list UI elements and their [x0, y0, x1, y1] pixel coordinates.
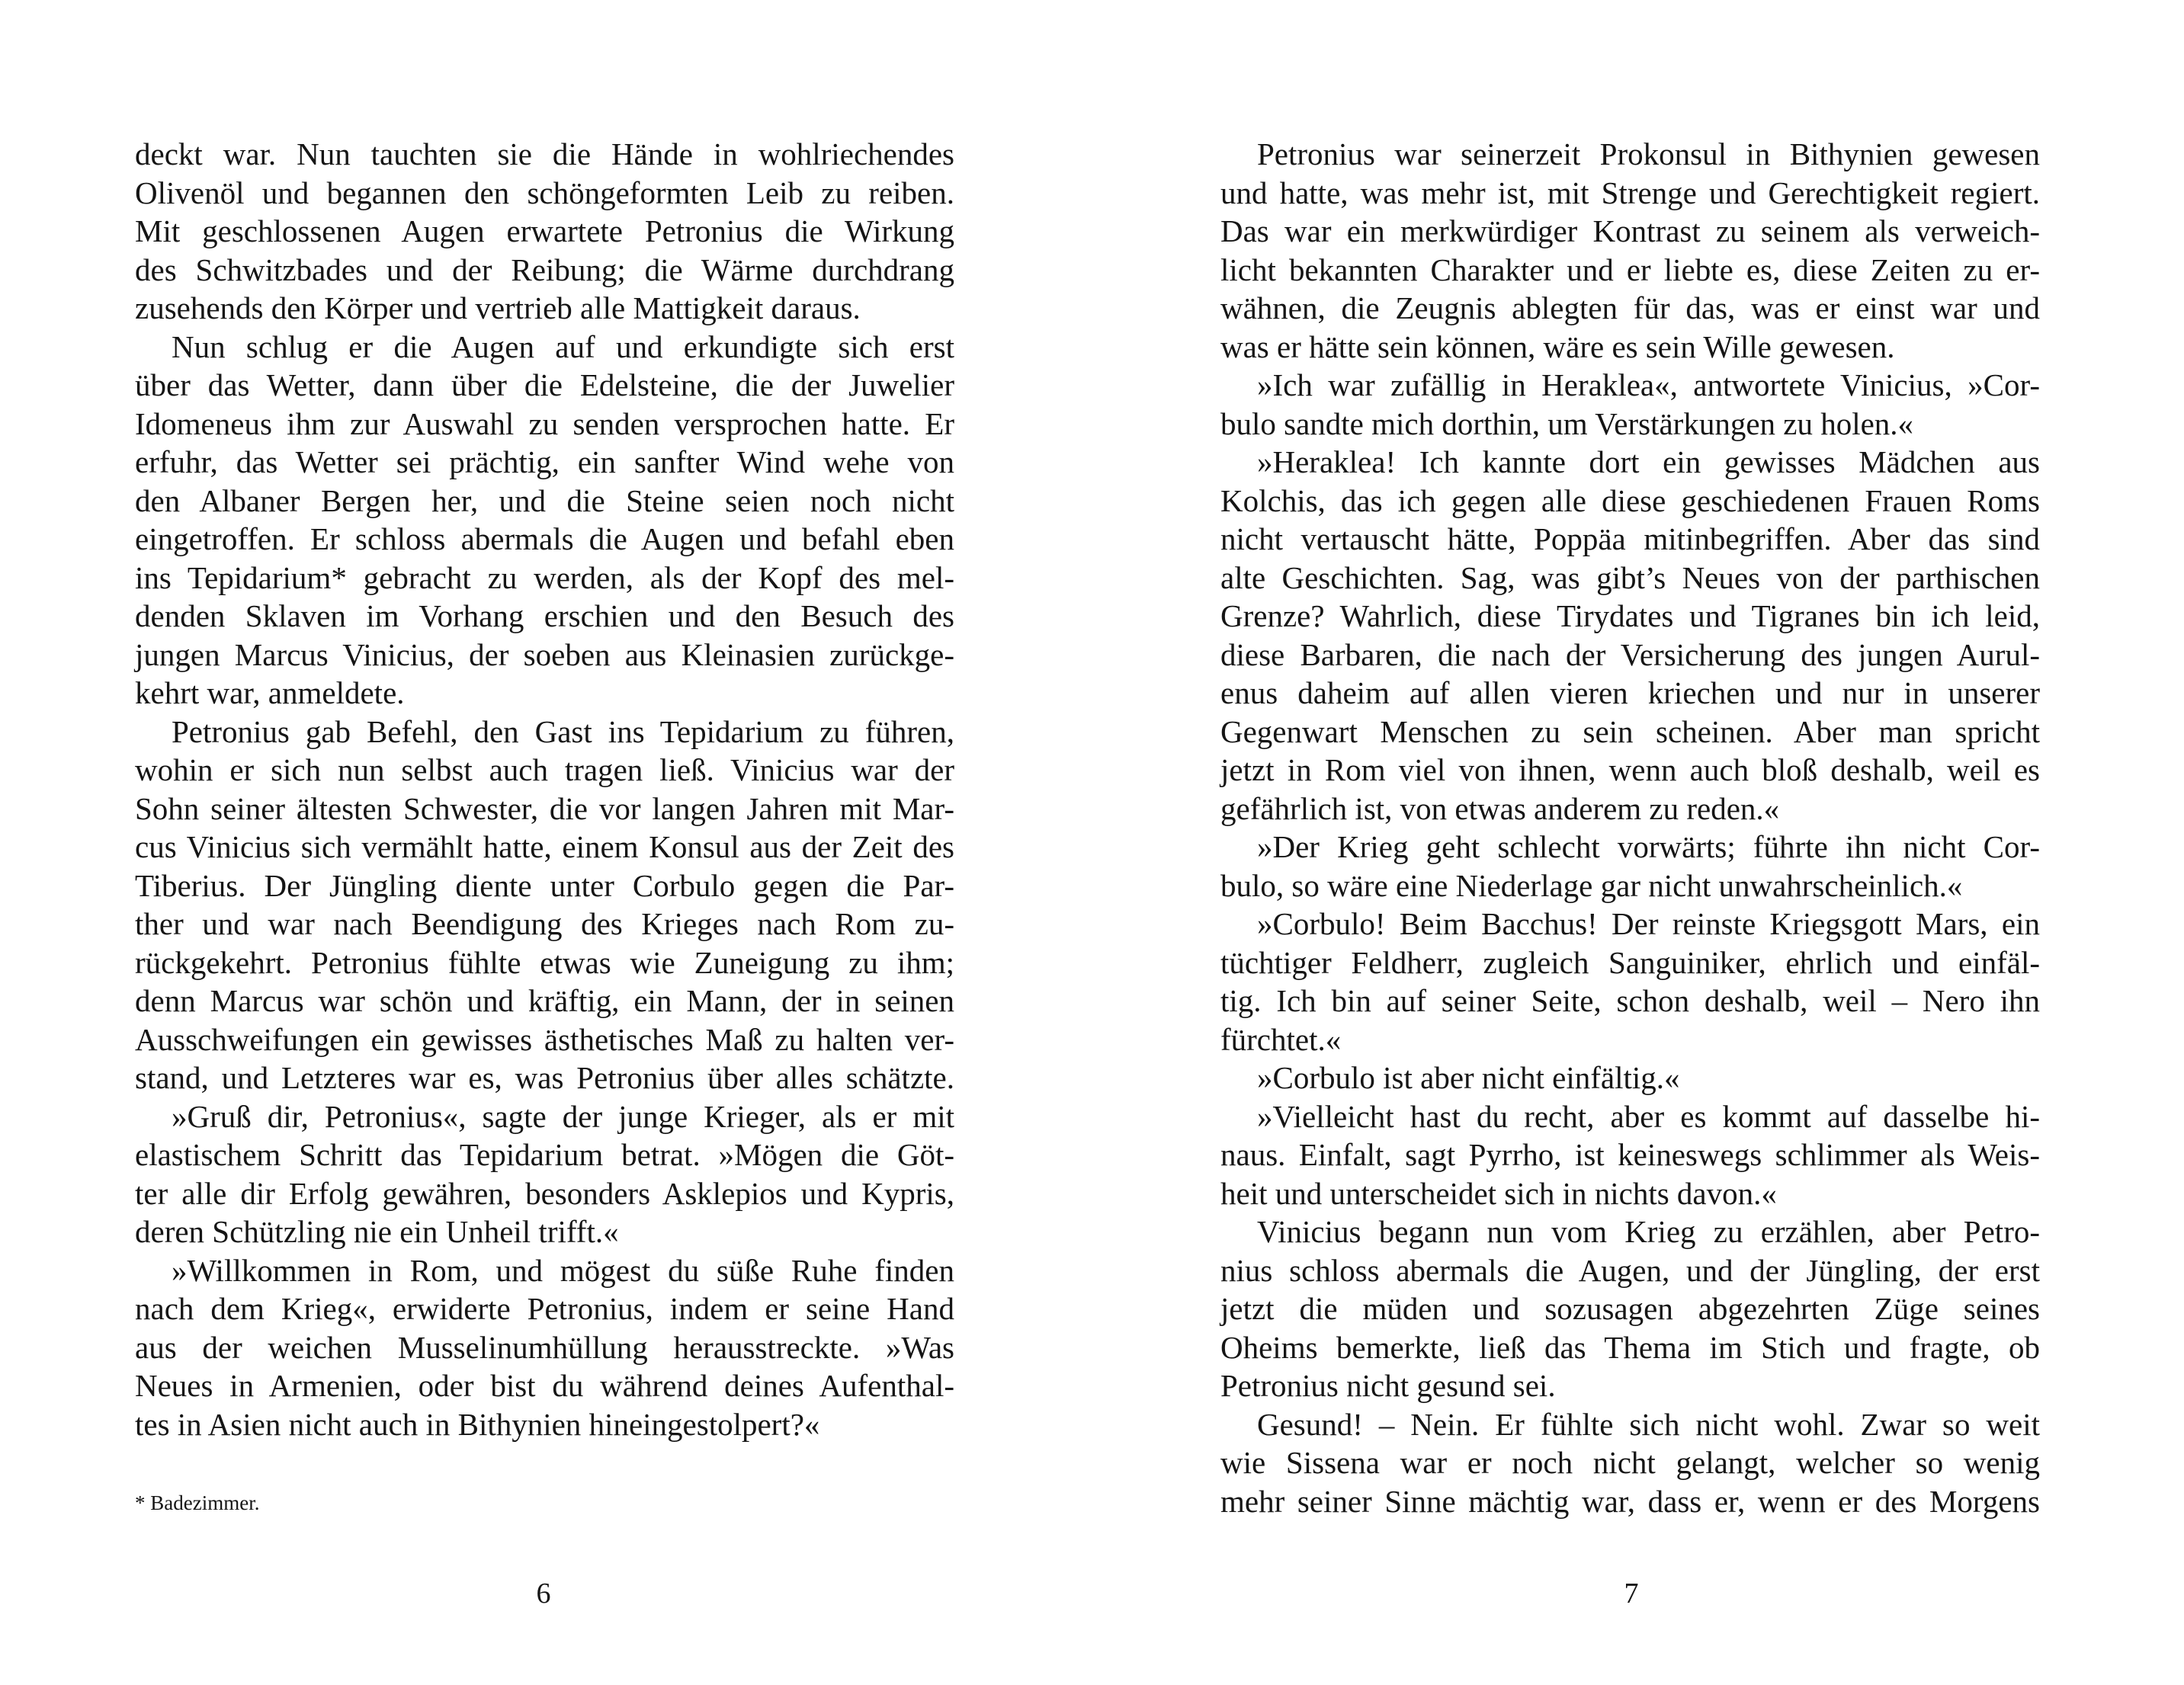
- text-line: nius schloss abermals die Augen, und der Jüngling, der erst: [1220, 1252, 2040, 1288]
- text-line: Idomeneus ihm zur Auswahl zu senden versprochen hatte. Er: [135, 405, 954, 441]
- text-line: Ausschweifungen ein gewisses ästhetisches Maß zu halten ver-: [135, 1021, 954, 1057]
- text-line: Nun schlug er die Augen auf und erkundigte sich erst: [172, 328, 954, 364]
- left-page-text: [135, 135, 954, 1443]
- text-line: bulo, so wäre eine Niederlage gar nicht unwahrscheinlich.«: [1220, 867, 1963, 903]
- text-line: fürchtet.«: [1220, 1021, 1342, 1057]
- text-line: tig. Ich bin auf seiner Seite, schon deshalb, weil – Nero ihn: [1220, 983, 2040, 1018]
- text-line: Gesund! – Nein. Er fühlte sich nicht wohl. Zwar so weit: [1257, 1406, 2040, 1442]
- text-line: naus. Einfalt, sagt Pyrrho, ist keineswegs schlimmer als Weis-: [1220, 1137, 2040, 1172]
- text-line: und hatte, was mehr ist, mit Strenge und Gerechtigkeit regiert.: [1220, 175, 2040, 210]
- text-line: »Corbulo! Beim Bacchus! Der reinste Kriegsgott Mars, ein: [1257, 906, 2040, 941]
- text-line: Sohn seiner ältesten Schwester, die vor langen Jahren mit Mar-: [135, 790, 954, 826]
- text-line: »Ich war zufällig in Heraklea«, antwortete Vinicius, »Cor-: [1257, 367, 2040, 402]
- text-line: Petronius gab Befehl, den Gast ins Tepidarium zu führen,: [172, 713, 954, 749]
- text-line: tüchtiger Feldherr, zugleich Sanguiniker, ehrlich und einfäl-: [1220, 944, 2040, 980]
- text-line: Petronius nicht gesund sei.: [1220, 1368, 1556, 1403]
- text-line: über das Wetter, dann über die Edelsteine, die der Juwelier: [135, 367, 954, 402]
- text-line: ther und war nach Beendigung des Krieges nach Rom zu-: [135, 906, 954, 941]
- text-line: Das war ein merkwürdiger Kontrast zu seinem als verweich-: [1220, 213, 2040, 248]
- text-line: mehr seiner Sinne mächtig war, dass er, wenn er des Morgens: [1220, 1483, 2040, 1519]
- text-line: denn Marcus war schön und kräftig, ein Mann, der in seinen: [135, 983, 954, 1018]
- right-page: [1092, 0, 2183, 1685]
- text-line: Neues in Armenien, oder bist du während deines Aufenthal-: [135, 1368, 954, 1403]
- text-line: »Der Krieg geht schlecht vorwärts; führte ihn nicht Cor-: [1257, 829, 2040, 864]
- text-line: nach dem Krieg«, erwiderte Petronius, indem er seine Hand: [135, 1291, 954, 1326]
- text-line: »Vielleicht hast du recht, aber es kommt auf dasselbe hi-: [1257, 1098, 2040, 1134]
- text-line: Vinicius begann nun vom Krieg zu erzählen, aber Petro-: [1257, 1214, 2040, 1249]
- text-line: aus der weichen Musselinumhüllung herausstreckte. »Was: [135, 1329, 954, 1365]
- text-line: Kolchis, das ich gegen alle diese geschiedenen Frauen Roms: [1220, 482, 2040, 518]
- text-line: jungen Marcus Vinicius, der soeben aus Kleinasien zurückge-: [135, 636, 954, 672]
- text-line: denden Sklaven im Vorhang erschien und den Besuch des: [135, 598, 954, 633]
- text-line: was er hätte sein können, wäre es sein Wille gewesen.: [1220, 328, 1895, 364]
- text-line: des Schwitzbades und der Reibung; die Wärme durchdrang: [135, 251, 954, 287]
- text-line: gefährlich ist, von etwas anderem zu reden.«: [1220, 790, 1780, 826]
- text-line: wohin er sich nun selbst auch tragen ließ. Vinicius war der: [135, 752, 954, 787]
- right-page-text: [1220, 135, 2040, 1520]
- text-line: wie Sissena war er noch nicht gelangt, welcher so wenig: [1220, 1445, 2040, 1480]
- text-line: diese Barbaren, die nach der Versicherung des jungen Aurul-: [1220, 636, 2040, 672]
- text-line: Petronius war seinerzeit Prokonsul in Bithynien gewesen: [1257, 136, 2040, 171]
- text-line: jetzt die müden und sozusagen abgezehrten Züge seines: [1220, 1291, 2040, 1326]
- text-line: Oheims bemerkte, ließ das Thema im Stich und fragte, ob: [1220, 1329, 2040, 1365]
- text-line: deckt war. Nun tauchten sie die Hände in wohlriechendes: [135, 136, 954, 171]
- text-line: »Willkommen in Rom, und mögest du süße Ruhe finden: [172, 1252, 954, 1288]
- text-line: deren Schützling nie ein Unheil trifft.«: [135, 1214, 619, 1249]
- text-line: heit und unterscheidet sich in nichts davon.«: [1220, 1175, 1777, 1211]
- text-line: cus Vinicius sich vermählt hatte, einem Konsul aus der Zeit des: [135, 829, 954, 864]
- text-line: »Gruß dir, Petronius«, sagte der junge Krieger, als er mit: [172, 1098, 954, 1134]
- page-number: 7: [1624, 1578, 1639, 1610]
- text-line: elastischem Schritt das Tepidarium betrat. »Mögen die Göt-: [135, 1137, 954, 1172]
- text-line: zusehends den Körper und vertrieb alle Mattigkeit daraus.: [135, 290, 861, 325]
- text-line: eingetroffen. Er schloss abermals die Augen und befahl eben: [135, 521, 954, 556]
- text-line: enus daheim auf allen vieren kriechen und nur in unserer: [1220, 675, 2040, 710]
- text-line: Gegenwart Menschen zu sein scheinen. Aber man spricht: [1220, 713, 2040, 749]
- text-line: licht bekannten Charakter und er liebte es, diese Zeiten zu er-: [1220, 251, 2040, 287]
- text-line: Mit geschlossenen Augen erwartete Petronius die Wirkung: [135, 213, 954, 248]
- text-line: jetzt in Rom viel von ihnen, wenn auch bloß deshalb, weil es: [1220, 752, 2040, 787]
- text-line: erfuhr, das Wetter sei prächtig, ein sanfter Wind wehe von: [135, 444, 954, 479]
- text-line: tes in Asien nicht auch in Bithynien hineingestolpert?«: [135, 1406, 820, 1442]
- text-line: wähnen, die Zeugnis ablegten für das, was er einst war und: [1220, 290, 2040, 325]
- text-line: Tiberius. Der Jüngling diente unter Corbulo gegen die Par-: [135, 867, 954, 903]
- text-line: kehrt war, anmeldete.: [135, 675, 405, 710]
- footnote: * Badezimmer.: [135, 1491, 260, 1514]
- page-number: 6: [536, 1578, 551, 1610]
- text-line: alte Geschichten. Sag, was gibt’s Neues von der parthischen: [1220, 559, 2040, 595]
- text-line: den Albaner Bergen her, und die Steine seien noch nicht: [135, 482, 954, 518]
- text-line: bulo sandte mich dorthin, um Verstärkungen zu holen.«: [1220, 405, 1914, 441]
- text-line: stand, und Letzteres war es, was Petronius über alles schätzte.: [135, 1060, 954, 1095]
- text-line: ter alle dir Erfolg gewähren, besonders Asklepios und Kypris,: [135, 1175, 954, 1211]
- text-line: rückgekehrt. Petronius fühlte etwas wie Zuneigung zu ihm;: [135, 944, 954, 980]
- text-line: nicht vertauscht hätte, Poppäa mitinbegriffen. Aber das sind: [1220, 521, 2040, 556]
- text-line: Olivenöl und begannen den schöngeformten Leib zu reiben.: [135, 175, 954, 210]
- text-line: »Corbulo ist aber nicht einfältig.«: [1257, 1060, 1680, 1095]
- text-line: Grenze? Wahrlich, diese Tirydates und Tigranes bin ich leid,: [1220, 598, 2040, 633]
- text-line: »Heraklea! Ich kannte dort ein gewisses Mädchen aus: [1257, 444, 2040, 479]
- text-line: ins Tepidarium* gebracht zu werden, als der Kopf des mel-: [135, 559, 954, 595]
